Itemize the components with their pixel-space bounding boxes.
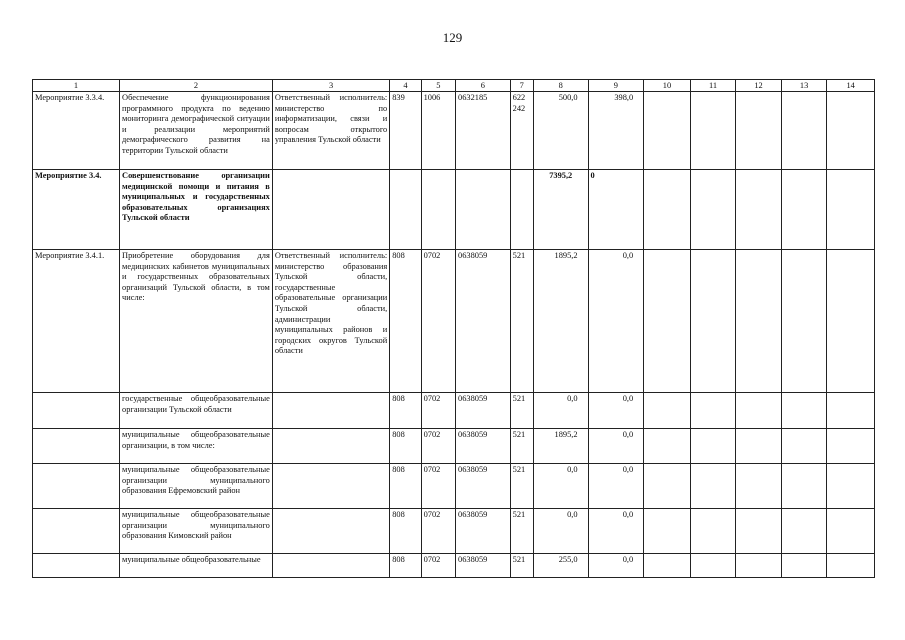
executor-cell xyxy=(272,429,389,464)
header-cell: 9 xyxy=(588,80,644,92)
executor-cell: Ответственный исполнитель: министерство по информатизации, связи и вопросам открытого управления Тульской области xyxy=(272,92,389,170)
empty-cell xyxy=(736,393,782,429)
code-cell: 622 242 xyxy=(510,92,533,170)
table-row xyxy=(33,250,875,393)
code-cell: 1006 xyxy=(421,92,455,170)
amount-cell: 0,0 xyxy=(533,464,588,509)
code-cell: 808 xyxy=(390,250,421,393)
header-cell: 5 xyxy=(421,80,455,92)
amount-cell: 0,0 xyxy=(588,464,644,509)
executor-cell xyxy=(272,170,389,250)
empty-cell xyxy=(690,250,736,393)
empty-cell xyxy=(644,464,691,509)
empty-cell xyxy=(736,509,782,554)
table-row xyxy=(33,92,875,170)
empty-cell xyxy=(781,92,827,170)
code-cell: 521 xyxy=(510,509,533,554)
code-cell: 0632185 xyxy=(456,92,511,170)
amount-cell: 0,0 xyxy=(588,393,644,429)
empty-cell xyxy=(736,464,782,509)
activity-cell xyxy=(33,554,120,578)
empty-cell xyxy=(781,464,827,509)
empty-cell xyxy=(644,92,691,170)
header-cell: 6 xyxy=(456,80,511,92)
header-cell: 2 xyxy=(120,80,273,92)
code-cell: 521 xyxy=(510,429,533,464)
activity-cell: Мероприятие 3.3.4. xyxy=(33,92,120,170)
header-cell: 12 xyxy=(736,80,782,92)
empty-cell xyxy=(644,554,691,578)
header-cell: 10 xyxy=(644,80,691,92)
code-cell: 0638059 xyxy=(456,554,511,578)
description-cell: муниципальные общеобразовательные xyxy=(120,554,273,578)
empty-cell xyxy=(827,170,875,250)
amount-cell: 0,0 xyxy=(533,393,588,429)
empty-cell xyxy=(827,429,875,464)
table-row xyxy=(33,393,875,429)
activity-cell xyxy=(33,509,120,554)
code-cell: 808 xyxy=(390,509,421,554)
page-number: 129 xyxy=(442,30,463,45)
executor-cell xyxy=(272,509,389,554)
code-cell: 808 xyxy=(390,554,421,578)
empty-cell xyxy=(827,393,875,429)
empty-cell xyxy=(644,250,691,393)
header-cell: 1 xyxy=(33,80,120,92)
header-cell: 11 xyxy=(690,80,736,92)
code-cell xyxy=(421,170,455,250)
amount-cell: 255,0 xyxy=(533,554,588,578)
empty-cell xyxy=(644,170,691,250)
header-cell: 14 xyxy=(827,80,875,92)
amount-cell: 0,0 xyxy=(533,509,588,554)
code-cell: 0702 xyxy=(421,464,455,509)
empty-cell xyxy=(690,464,736,509)
header-cell: 4 xyxy=(390,80,421,92)
description-cell: муниципальные общеобразовательные организации, в том числе: xyxy=(120,429,273,464)
empty-cell xyxy=(736,554,782,578)
code-cell: 0638059 xyxy=(456,429,511,464)
empty-cell xyxy=(736,170,782,250)
empty-cell xyxy=(690,509,736,554)
empty-cell xyxy=(644,429,691,464)
executor-cell xyxy=(272,464,389,509)
empty-cell xyxy=(644,509,691,554)
code-cell: 839 xyxy=(390,92,421,170)
table-row xyxy=(33,429,875,464)
amount-cell: 0,0 xyxy=(588,429,644,464)
code-cell: 0702 xyxy=(421,393,455,429)
empty-cell xyxy=(736,92,782,170)
amount-cell: 0 xyxy=(588,170,644,250)
empty-cell xyxy=(827,509,875,554)
description-cell: Приобретение оборудования для медицинских кабинетов муниципальных и государственных образовательных организаций Тульской области, в том числе: xyxy=(120,250,273,393)
empty-cell xyxy=(690,170,736,250)
code-cell: 808 xyxy=(390,429,421,464)
executor-cell: Ответственный исполнитель: министерство образования Тульской области, государственные образовательные организации Тульской области, администрации муниципальных районов и городских округов Тульской области xyxy=(272,250,389,393)
table-row xyxy=(33,464,875,509)
empty-cell xyxy=(781,429,827,464)
empty-cell xyxy=(644,393,691,429)
empty-cell xyxy=(736,429,782,464)
amount-cell: 1895,2 xyxy=(533,429,588,464)
activity-cell xyxy=(33,393,120,429)
empty-cell xyxy=(690,429,736,464)
code-cell xyxy=(510,170,533,250)
code-cell: 0638059 xyxy=(456,393,511,429)
code-cell: 0702 xyxy=(421,250,455,393)
code-cell: 521 xyxy=(510,554,533,578)
code-cell: 0638059 xyxy=(456,250,511,393)
code-cell: 808 xyxy=(390,464,421,509)
code-cell: 0702 xyxy=(421,429,455,464)
header-cell: 7 xyxy=(510,80,533,92)
activity-cell xyxy=(33,429,120,464)
empty-cell xyxy=(827,92,875,170)
header-cell: 13 xyxy=(781,80,827,92)
executor-cell xyxy=(272,554,389,578)
empty-cell xyxy=(827,554,875,578)
code-cell: 0702 xyxy=(421,554,455,578)
table-row xyxy=(33,554,875,578)
code-cell: 521 xyxy=(510,464,533,509)
budget-table xyxy=(32,79,875,578)
amount-cell: 500,0 xyxy=(533,92,588,170)
empty-cell xyxy=(781,393,827,429)
empty-cell xyxy=(781,170,827,250)
amount-cell: 1895,2 xyxy=(533,250,588,393)
code-cell xyxy=(390,170,421,250)
code-cell: 0638059 xyxy=(456,509,511,554)
empty-cell xyxy=(690,92,736,170)
code-cell: 0638059 xyxy=(456,464,511,509)
empty-cell xyxy=(827,464,875,509)
executor-cell xyxy=(272,393,389,429)
amount-cell: 0,0 xyxy=(588,554,644,578)
empty-cell xyxy=(827,250,875,393)
description-cell: муниципальные общеобразовательные организации муниципального образования Кимовский район xyxy=(120,509,273,554)
amount-cell: 7395,2 xyxy=(533,170,588,250)
description-cell: муниципальные общеобразовательные организации муниципального образования Ефремовский район xyxy=(120,464,273,509)
header-cell: 8 xyxy=(533,80,588,92)
header-row xyxy=(33,80,875,92)
empty-cell xyxy=(690,554,736,578)
amount-cell: 0,0 xyxy=(588,509,644,554)
activity-cell xyxy=(33,464,120,509)
empty-cell xyxy=(781,554,827,578)
empty-cell xyxy=(690,393,736,429)
code-cell: 521 xyxy=(510,393,533,429)
activity-cell: Мероприятие 3.4. xyxy=(33,170,120,250)
code-cell: 0702 xyxy=(421,509,455,554)
empty-cell xyxy=(781,250,827,393)
amount-cell: 0,0 xyxy=(588,250,644,393)
code-cell: 521 xyxy=(510,250,533,393)
empty-cell xyxy=(781,509,827,554)
header-cell: 3 xyxy=(272,80,389,92)
description-cell: государственные общеобразовательные организации Тульской области xyxy=(120,393,273,429)
table-row xyxy=(33,509,875,554)
description-cell: Обеспечение функционирования программного продукта по ведению мониторинга демографической ситуации и реализации мероприятий демографического развития на территории Тульской области xyxy=(120,92,273,170)
description-cell: Совершенствование организации медицинской помощи и питания в муниципальных и государственных образовательных организациях Тульской области xyxy=(120,170,273,250)
code-cell xyxy=(456,170,511,250)
amount-cell: 398,0 xyxy=(588,92,644,170)
table-row xyxy=(33,170,875,250)
code-cell: 808 xyxy=(390,393,421,429)
empty-cell xyxy=(736,250,782,393)
activity-cell: Мероприятие 3.4.1. xyxy=(33,250,120,393)
